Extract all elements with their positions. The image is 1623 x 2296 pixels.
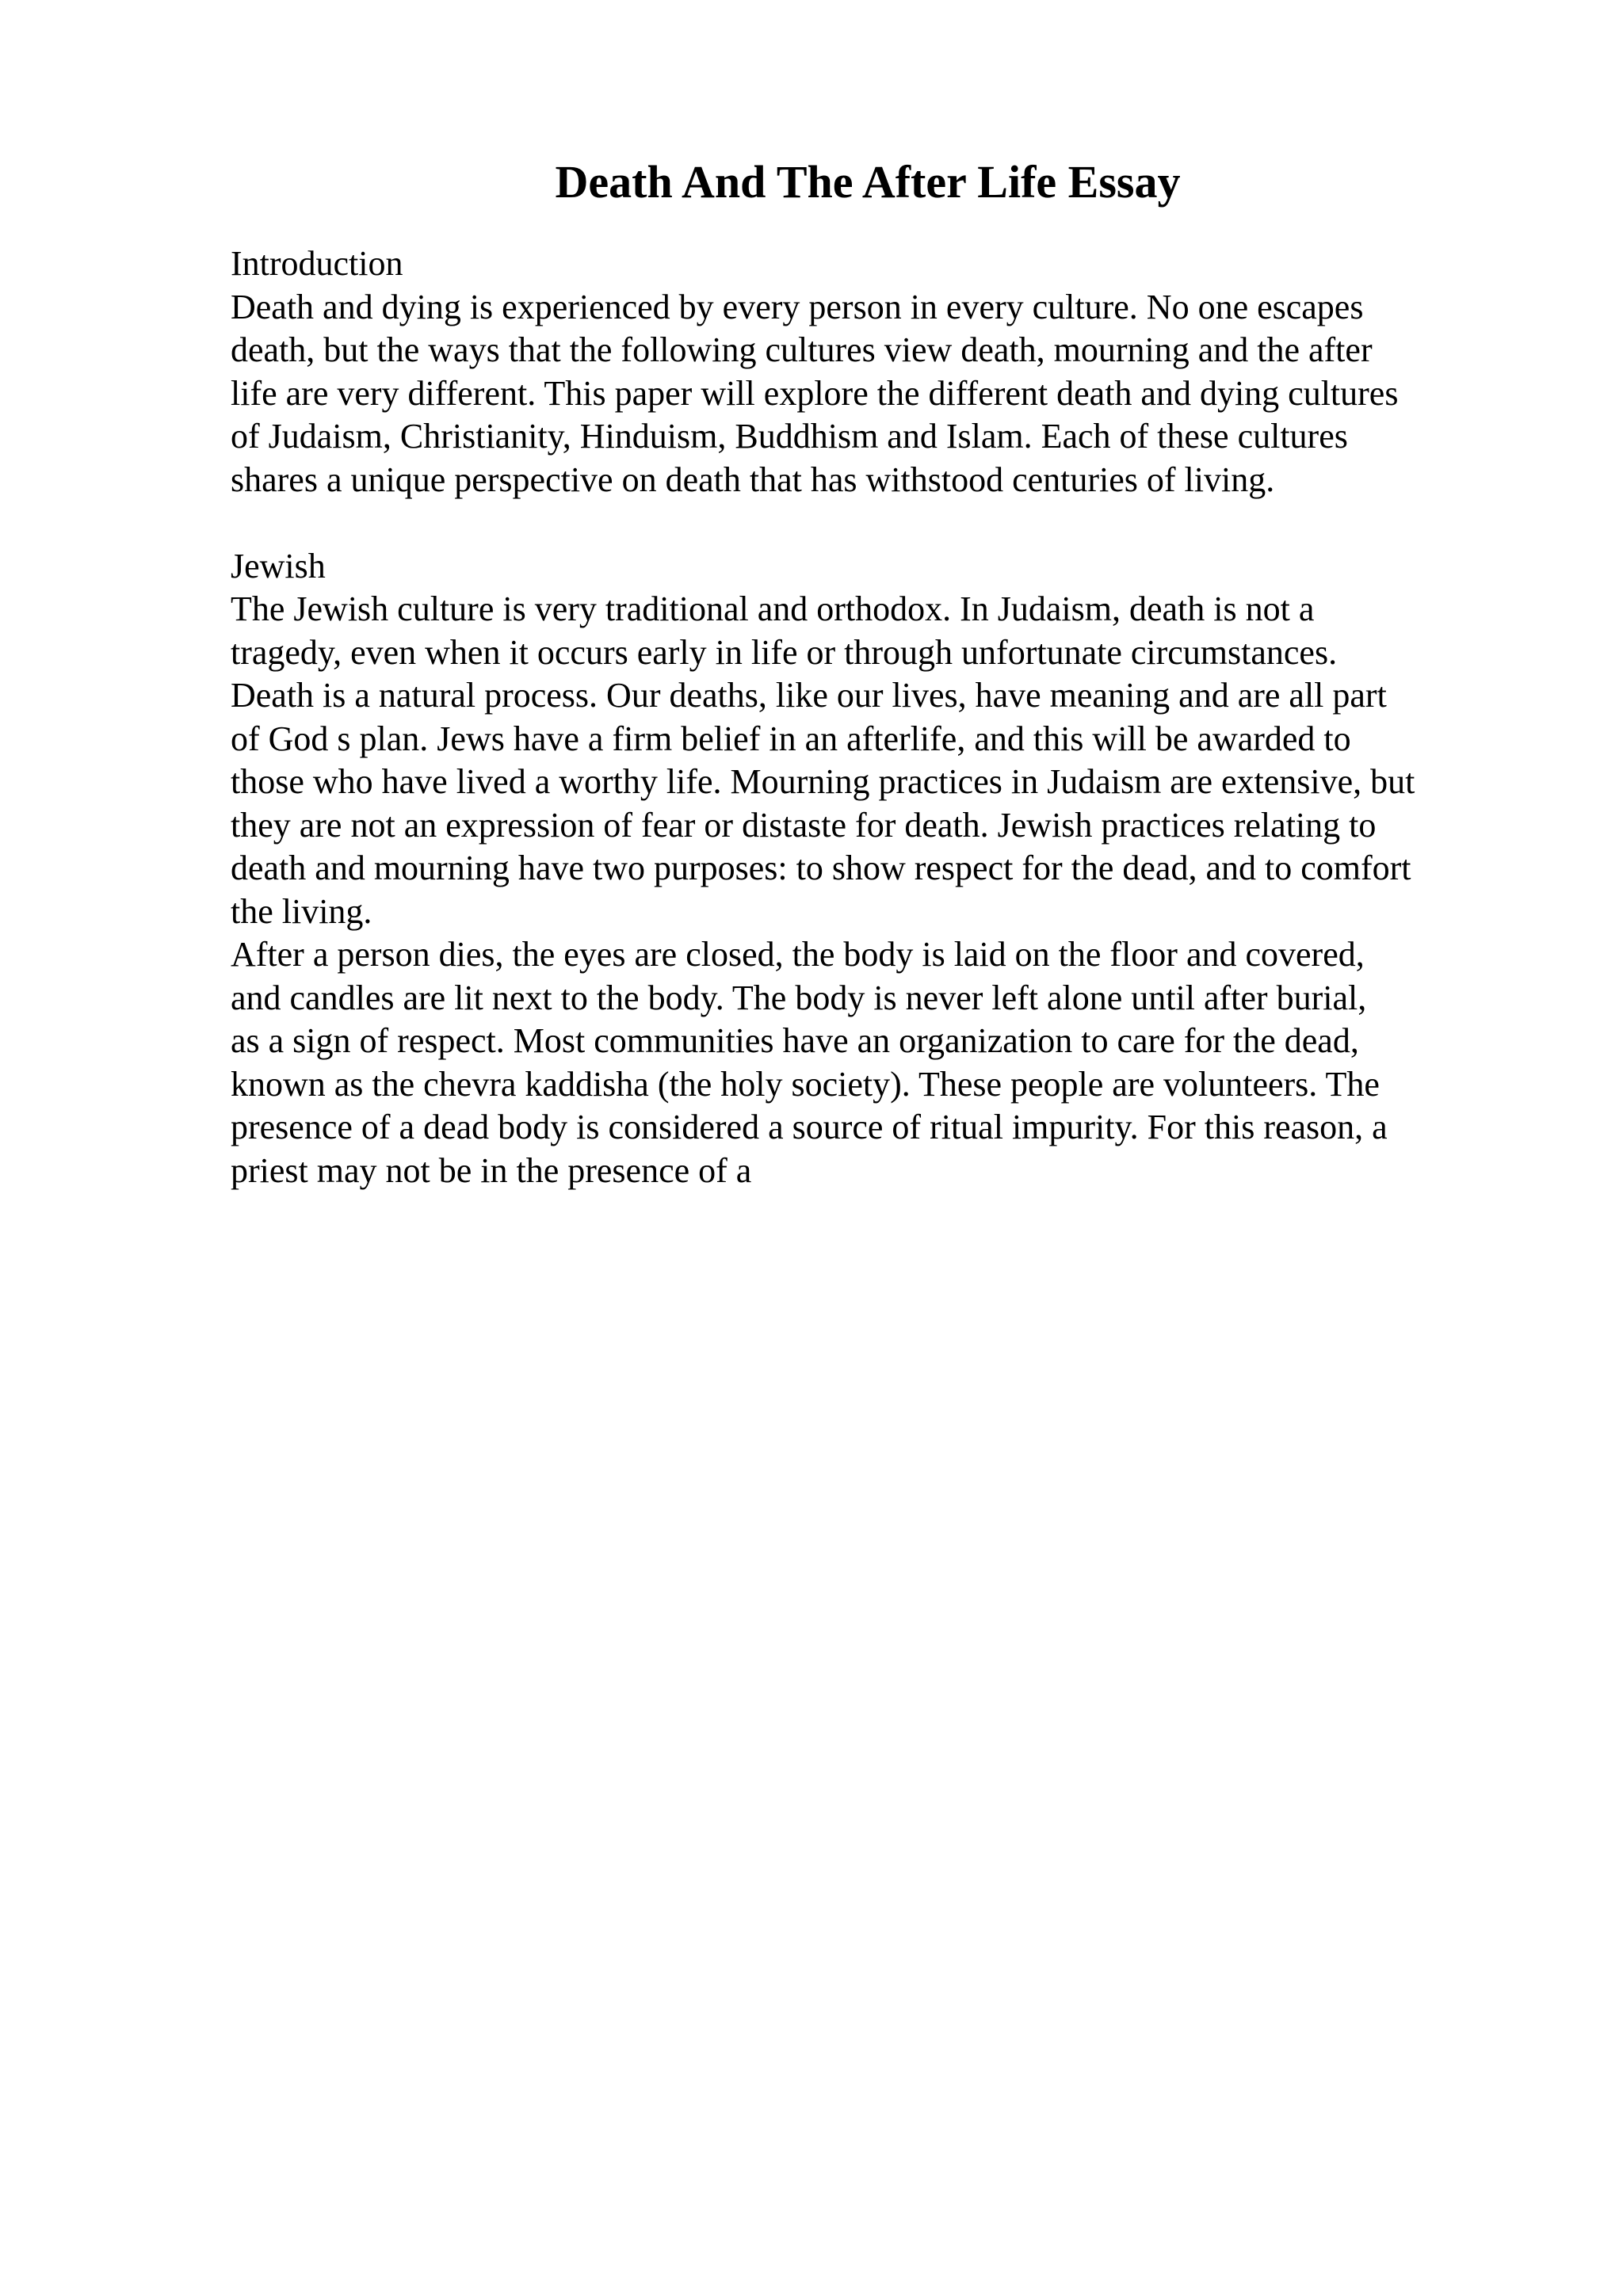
text-line: presence of a dead body is considered a source of ritual impurity. For this reason, a xyxy=(231,1108,1388,1146)
text-line: of Judaism, Christianity, Hinduism, Buddhism and Islam. Each of these cultures xyxy=(231,417,1348,456)
document-title: Death And The After Life Essay xyxy=(555,156,1181,208)
text-line: as a sign of respect. Most communities have an organization to care for the dead, xyxy=(231,1021,1359,1060)
text-line: those who have lived a worthy life. Mourning practices in Judaism are extensive, but xyxy=(231,762,1415,801)
text-line: the living. xyxy=(231,891,372,931)
text-line: After a person dies, the eyes are closed, the body is laid on the floor and covered, xyxy=(231,935,1365,974)
document-body xyxy=(231,242,1499,1192)
text-line: known as the chevra kaddisha (the holy society). These people are volunteers. The xyxy=(231,1064,1380,1104)
text-line: Death is a natural process. Our deaths, like our lives, have meaning and are all part xyxy=(231,676,1387,715)
text-line: The Jewish culture is very traditional and orthodox. In Judaism, death is not a xyxy=(231,589,1315,628)
paragraph-spacer xyxy=(231,502,1499,545)
section-heading-jewish: Jewish xyxy=(231,546,326,585)
text-line: they are not an expression of fear or distaste for death. Jewish practices relating to xyxy=(231,805,1377,845)
text-line: shares a unique perspective on death that has withstood centuries of living. xyxy=(231,460,1275,499)
text-line: tragedy, even when it occurs early in life or through unfortunate circumstances. xyxy=(231,632,1338,672)
text-line: life are very different. This paper will explore the different death and dying cultures xyxy=(231,373,1399,413)
text-line: death and mourning have two purposes: to show respect for the dead, and to comfort xyxy=(231,849,1411,887)
text-line: Death and dying is experienced by every person in every culture. No one escapes xyxy=(231,287,1364,326)
text-line: of God s plan. Jews have a firm belief in an afterlife, and this will be awarded to xyxy=(231,719,1351,758)
section-heading-introduction: Introduction xyxy=(231,244,403,283)
text-line: priest may not be in the presence of a xyxy=(231,1150,752,1190)
text-line: and candles are lit next to the body. The body is never left alone until after burial, xyxy=(231,978,1367,1017)
text-line: death, but the ways that the following cultures view death, mourning and the after xyxy=(231,330,1373,369)
